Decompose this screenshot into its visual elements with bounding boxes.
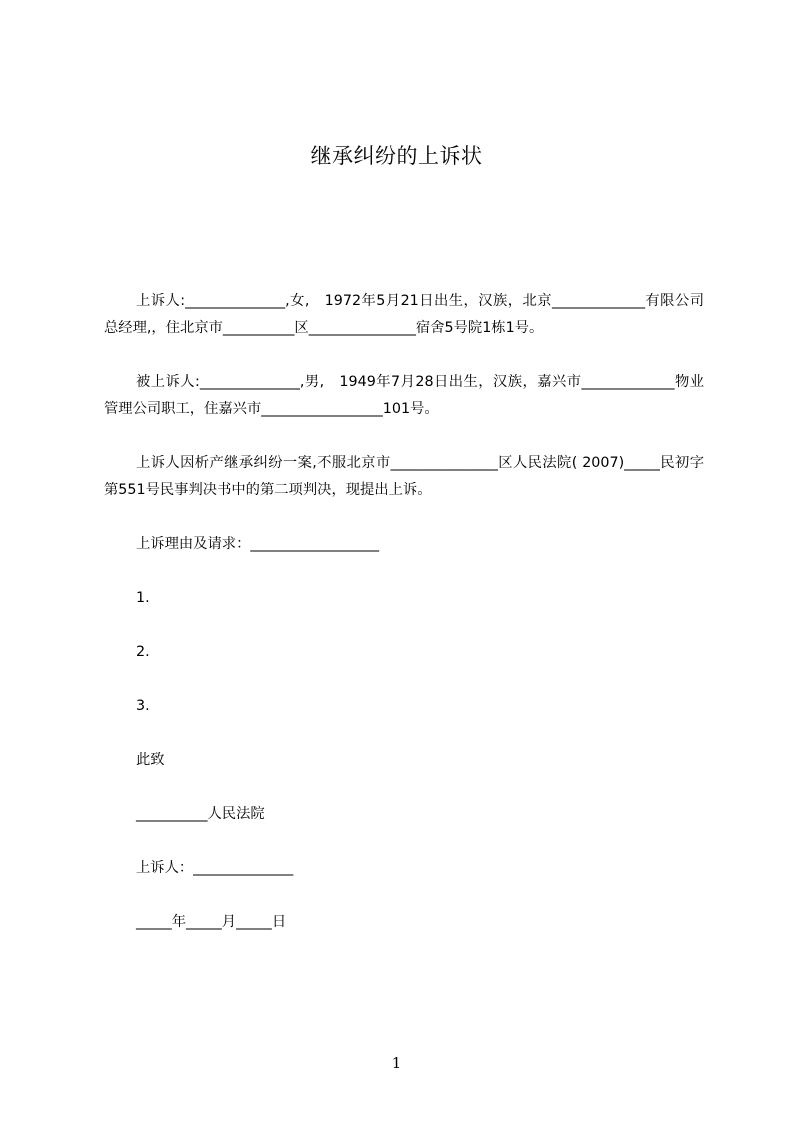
case-paragraph: 上诉人因析产继承纠纷一案,不服北京市_______________区人民法院( 2007)_____民初字第551号民事判决书中的第二项判决，现提出上诉。 [104,455,704,498]
appellee-paragraph: 被上诉人:______________,男, 1949年7月28日出生，汉族，嘉兴市_____________物业管理公司职工，住嘉兴市_________________101号。 [104,374,704,417]
document-title: 继承纠纷的上诉状 [310,144,483,168]
document-body [104,288,704,963]
grounds-item-1: 1. [136,590,150,606]
grounds-item-2: 2. [136,644,150,660]
date-line: _____年_____月_____日 [136,914,287,930]
salutation: 此致 [136,752,165,768]
grounds-item-3: 3. [136,698,150,714]
page-number: 1 [391,1054,402,1072]
signature-line: 上诉人：______________ [136,860,294,876]
appellant-paragraph: 上诉人:______________,女, 1972年5月21日出生，汉族，北京_____________有限公司总经理,，住北京市__________区_______________宿舍5号院1栋1号。 [104,293,704,336]
grounds-label: 上诉理由及请求：__________________ [136,536,380,552]
court-line: __________人民法院 [136,806,265,822]
